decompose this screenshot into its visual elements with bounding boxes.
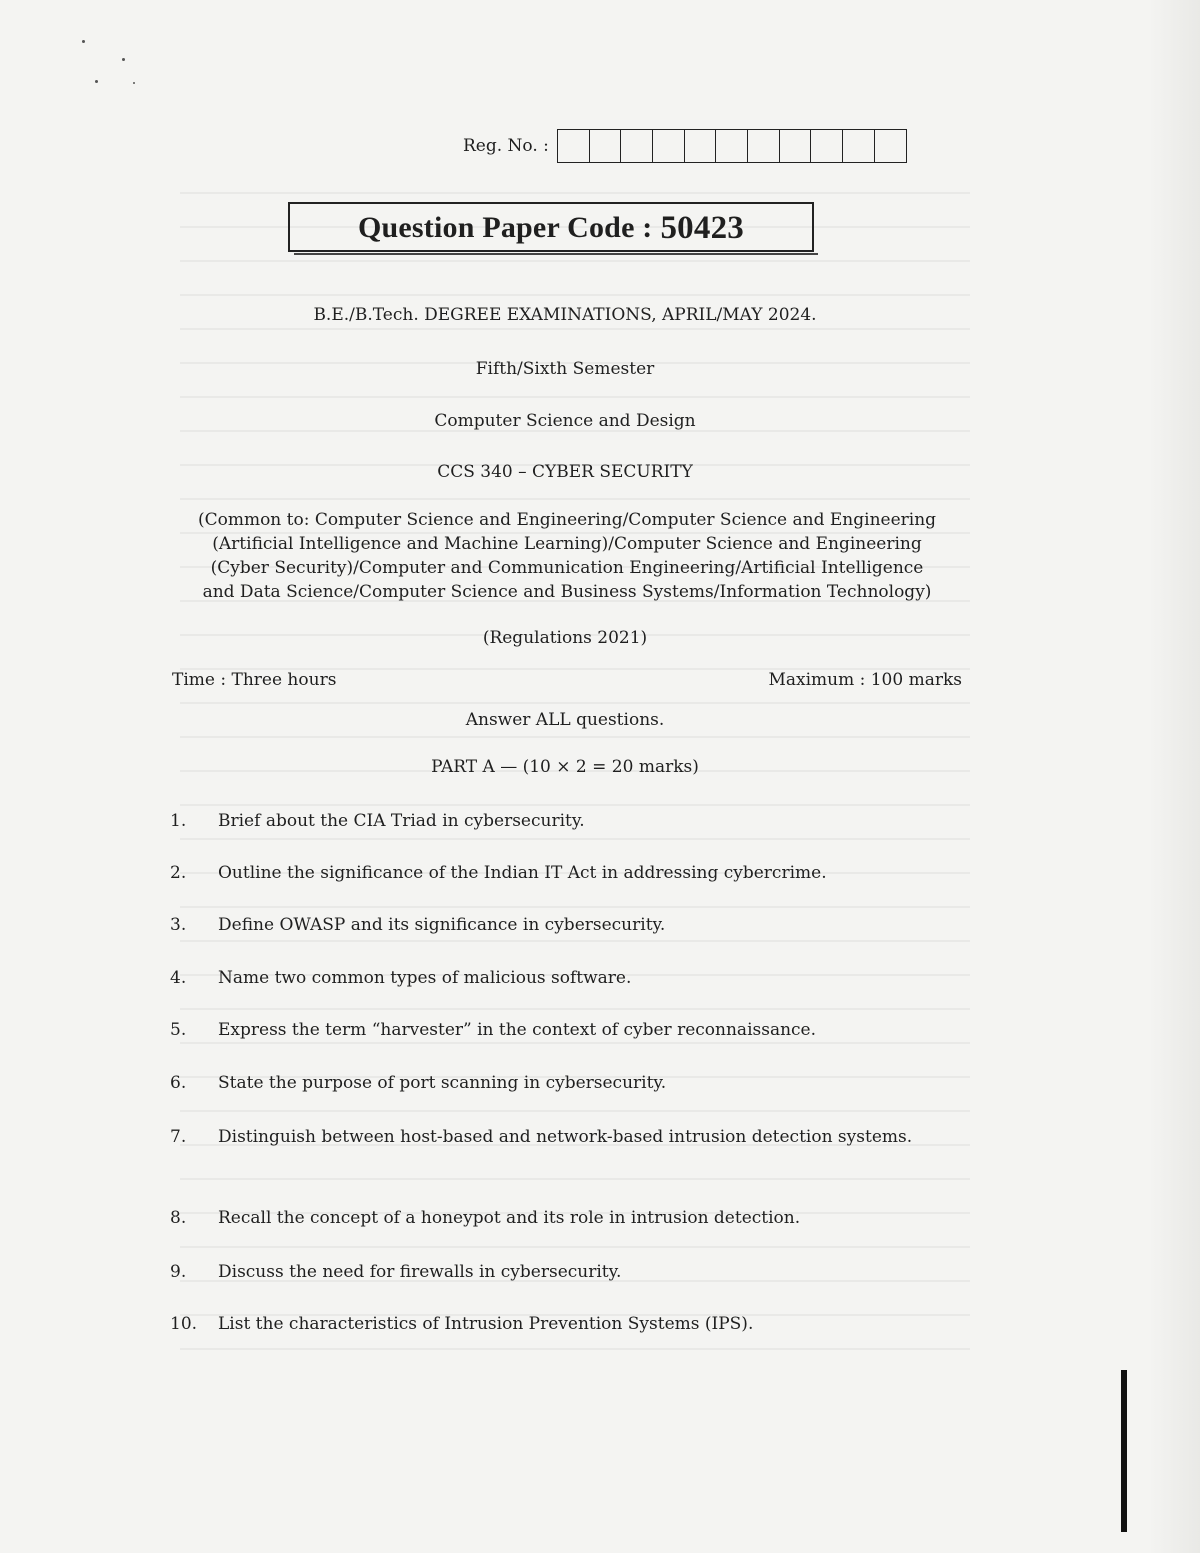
question-number: 10. [170,1314,198,1334]
reg-no-label: Reg. No. : [463,136,549,156]
code-label: Question Paper Code : [358,211,653,244]
question-number: 9. [170,1262,187,1282]
reg-no-boxes [557,129,908,163]
reg-no-cell [653,130,685,162]
question-number: 2. [170,863,187,883]
question-text: Distinguish between host-based and network-based intrusion detection systems. [218,1127,913,1147]
question-number: 6. [170,1073,187,1093]
time-marks-row [172,670,962,690]
question-item [170,860,962,887]
maximum-marks: Maximum : 100 marks [768,670,962,690]
question-number: 7. [170,1127,187,1147]
question-item [170,965,962,992]
question-text: Recall the concept of a honeypot and its role in intrusion detection. [218,1208,801,1228]
reg-no-cell [590,130,622,162]
semester: Fifth/Sixth Semester [475,359,655,379]
question-number: 5. [170,1020,187,1040]
question-text: Outline the significance of the Indian IT Act in addressing cybercrime. [218,863,827,883]
question-text: Express the term “harvester” in the context of cyber reconnaissance. [218,1020,817,1040]
question-text: Discuss the need for firewalls in cybersecurity. [218,1262,622,1282]
question-item [170,912,962,939]
reg-no-cell [716,130,748,162]
question-item [170,1259,962,1286]
scan-speck [95,80,98,83]
reg-no-cell [875,130,907,162]
page-edge [1148,0,1200,1553]
question-text: State the purpose of port scanning in cybersecurity. [218,1073,667,1093]
scan-speck [133,82,135,84]
question-text: Name two common types of malicious software. [218,968,632,988]
common-to-line: (Cyber Security)/Computer and Communication Engineering/Artificial Intelligence [210,558,924,578]
reg-no-cell [843,130,875,162]
time-duration: Time : Three hours [172,670,337,690]
reg-no-cell [558,130,590,162]
reg-no-cell [621,130,653,162]
scan-artifact-bar [1121,1370,1127,1532]
reg-no-cell [748,130,780,162]
part-a-heading: PART A — (10 × 2 = 20 marks) [431,757,699,777]
register-number-row [463,128,907,164]
question-number: 1. [170,811,187,831]
common-to-line: (Common to: Computer Science and Engineering/Computer Science and Engineering [197,510,937,530]
reg-no-cell [780,130,812,162]
common-to-line: (Artificial Intelligence and Machine Learning)/Computer Science and Engineering [212,534,922,554]
regulations: (Regulations 2021) [482,628,648,648]
code-number: 50423 [660,209,744,246]
degree-title: B.E./B.Tech. DEGREE EXAMINATIONS, APRIL/MAY 2024. [313,305,817,325]
question-paper-code-box [288,202,814,252]
question-item [170,808,962,835]
question-number: 4. [170,968,187,988]
question-number: 3. [170,915,187,935]
question-item [170,1070,962,1097]
question-item [170,1205,962,1232]
question-number: 8. [170,1208,187,1228]
department: Computer Science and Design [434,411,696,431]
common-to-line: and Data Science/Computer Science and Business Systems/Information Technology) [202,582,932,602]
course-title: CCS 340 – CYBER SECURITY [437,462,693,482]
scan-speck [82,40,85,43]
scan-speck [122,58,125,61]
common-to-paragraph [172,508,962,604]
question-item [170,1017,962,1044]
question-text: Brief about the CIA Triad in cybersecurity. [218,811,585,831]
reg-no-cell [685,130,717,162]
question-text: List the characteristics of Intrusion Prevention Systems (IPS). [218,1314,754,1334]
question-item [170,1124,962,1151]
reg-no-cell [811,130,843,162]
question-item [170,1311,962,1338]
question-text: Define OWASP and its significance in cybersecurity. [218,915,666,935]
instruction: Answer ALL questions. [465,710,665,730]
